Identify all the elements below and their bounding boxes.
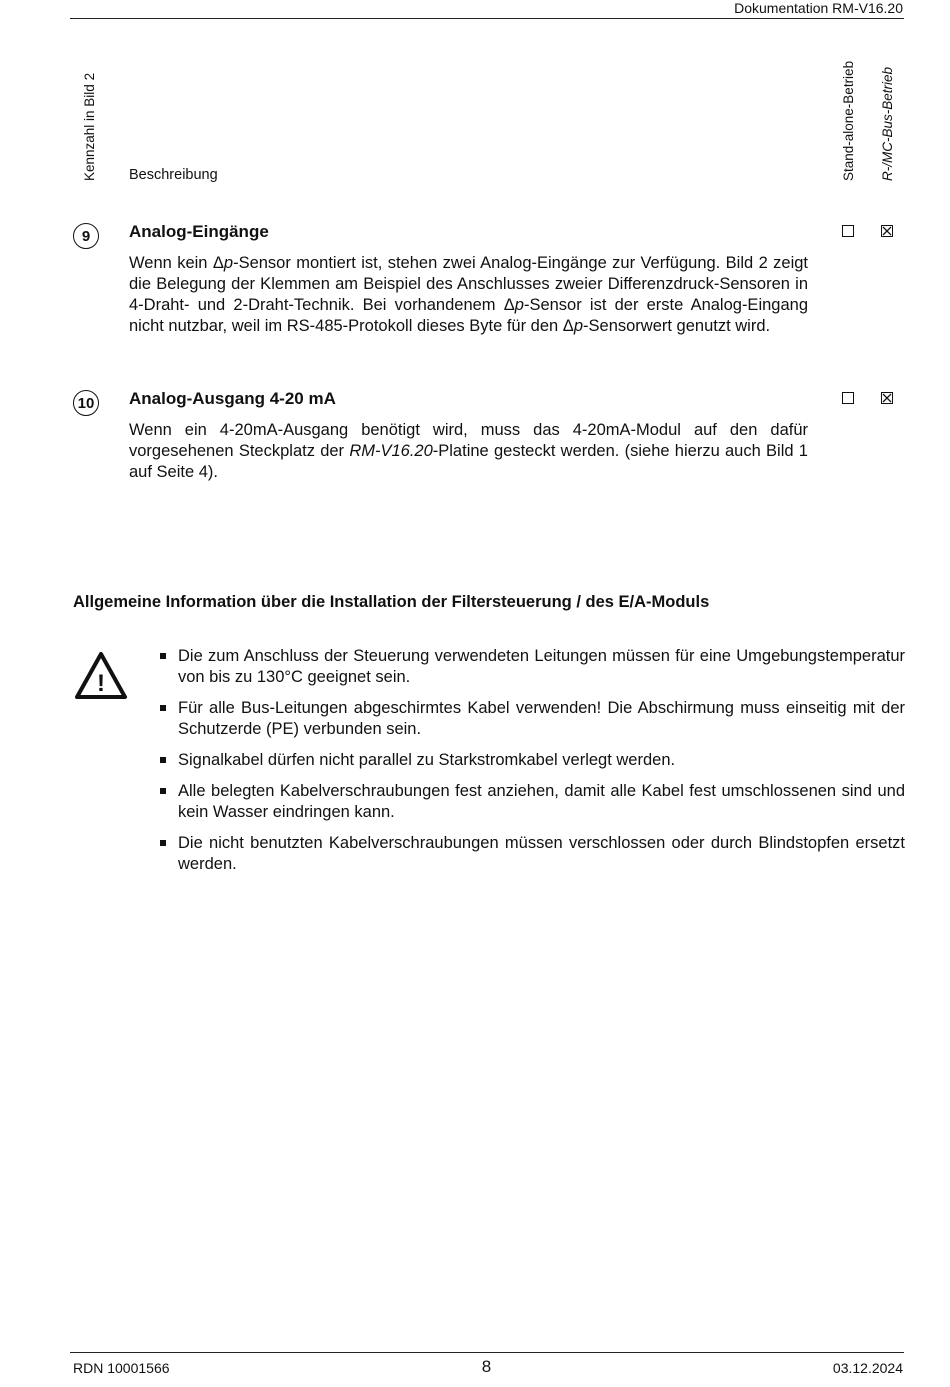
checkmark-x-icon — [882, 393, 894, 405]
list-item: Für alle Bus-Leitungen abgeschirmtes Kabel verwenden! Die Abschirmung muss einseitig mit der Schutzerde (PE) verbunden sein. — [160, 698, 905, 740]
bus-checkbox-checked — [881, 392, 893, 404]
section-number-badge: 9 — [73, 223, 99, 249]
document-date: 03.12.2024 — [832, 1360, 903, 1376]
info-bullet-list — [160, 646, 905, 885]
list-item: Alle belegten Kabelverschraubungen fest anziehen, damit alle Kabel fest umschlossenen sind und kein Wasser eindringen kann. — [160, 781, 905, 823]
list-item: Signalkabel dürfen nicht parallel zu Starkstromkabel verlegt werden. — [160, 750, 905, 771]
section-text: Wenn ein 4-20mA-Ausgang benötigt wird, muss das 4-20mA-Modul auf den dafür vorgesehenen Steckplatz der RM-V16.20-Platine gesteckt werden. (siehe hierzu auch Bild 1 auf Seite 4). — [129, 421, 808, 481]
page-number: 8 — [481, 1357, 492, 1376]
document-number: RDN 10001566 — [73, 1360, 170, 1376]
warning-triangle-icon — [74, 651, 128, 706]
checkmark-x-icon — [882, 226, 894, 238]
section-number-badge: 10 — [73, 390, 99, 416]
column-label-kennzahl: Kennzahl in Bild 2 — [82, 72, 97, 181]
svg-text:!: ! — [97, 670, 105, 697]
standalone-checkbox — [842, 225, 854, 237]
info-heading: Allgemeine Information über die Installation der Filtersteuerung / des E/A-Moduls — [73, 593, 710, 611]
standalone-checkbox — [842, 392, 854, 404]
column-label-standalone: Stand-alone-Betrieb — [841, 60, 856, 181]
list-item: Die nicht benutzten Kabelverschraubungen müssen verschlossen oder durch Blindstopfen ersetzt werden. — [160, 833, 905, 875]
column-label-bus: R-/MC-Bus-Betrieb — [880, 66, 895, 181]
section-title: Analog-Eingänge — [129, 222, 269, 241]
bus-checkbox-checked — [881, 225, 893, 237]
footer-divider — [70, 1352, 904, 1353]
column-label-beschreibung: Beschreibung — [129, 167, 218, 183]
section-title: Analog-Ausgang 4-20 mA — [129, 389, 336, 408]
document-title: Dokumentation RM-V16.20 — [734, 0, 903, 16]
list-item: Die zum Anschluss der Steuerung verwendeten Leitungen müssen für eine Umgebungstemperatur von bis zu 130°C geeignet sein. — [160, 646, 905, 688]
header-divider — [70, 18, 904, 19]
section-text: Wenn kein Δp-Sensor montiert ist, stehen zwei Analog-Eingänge zur Verfügung. Bild 2 zeigt die Belegung der Klemmen am Beispiel des Anschlusses zweier Differenzdruck-Sensoren in 4-Draht- und 2-Draht-Technik. Bei vorhandenem Δp-Sensor ist der erste Analog-Eingang nicht nutzbar, weil im RS-485-Protokoll dieses Byte für den Δp-Sensorwert genutzt wird. — [129, 254, 808, 335]
